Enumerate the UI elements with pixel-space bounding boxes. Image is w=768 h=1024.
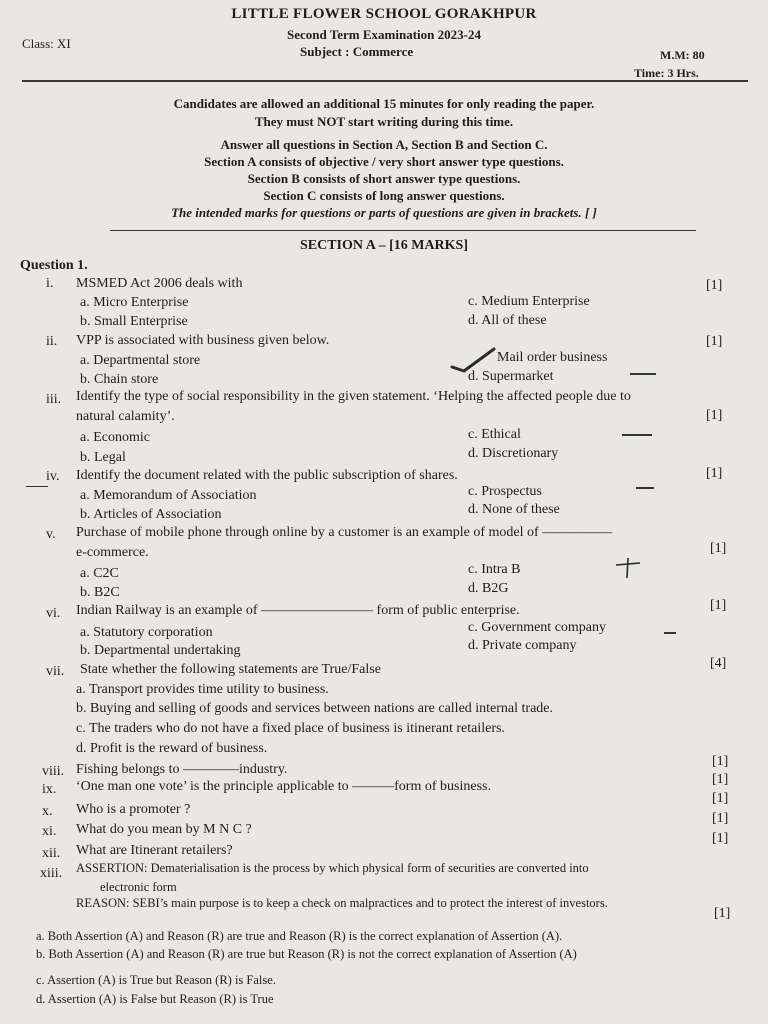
question-text: What do you mean by M N C ? [76,822,252,837]
option-c: c. Medium Enterprise [468,294,590,309]
marks: [1] [706,334,723,349]
ar-option-c: c. Assertion (A) is True but Reason (R) is False. [36,973,276,987]
statement-d: d. Profit is the reward of business. [76,741,268,756]
time-allowed: Time: 3 Hrs. [634,66,699,80]
assertion-text-continued: electronic form [100,880,177,894]
school-name: LITTLE FLOWER SCHOOL GORAKHPUR [231,6,537,22]
section-title: SECTION A – [16 MARKS] [299,238,469,253]
question-text: Indian Railway is an example of ———————— form of public enterprise. [76,603,520,618]
marks: [4] [710,656,727,671]
option-a: a. Micro Enterprise [80,295,189,310]
question-number: vi. [46,606,61,621]
option-d: d. All of these [468,313,547,328]
instruction-line: Answer all questions in Section A, Section B and Section C. [220,137,548,152]
option-c: c. Prospectus [468,484,542,499]
question-text: Identify the document related with the public subscription of shares. [76,468,458,483]
question-text: ‘One man one vote’ is the principle applicable to ———form of business. [76,779,491,794]
marks: [1] [712,811,729,826]
question-text: Fishing belongs to ————industry. [76,762,288,777]
question-number: v. [46,527,56,542]
option-b: b. Small Enterprise [80,314,188,329]
option-b: b. Chain store [80,372,159,387]
question-text-continued: e-commerce. [76,545,149,560]
pen-dash-mark [664,632,676,634]
pen-cross-mark [614,556,642,580]
instruction-line: Section C consists of long answer questions. [263,188,505,203]
option-d: d. None of these [468,502,560,517]
question-text: State whether the following statements are True/False [80,662,381,677]
option-a: a. Economic [80,430,150,445]
question-number: i. [46,276,54,291]
option-b: b. B2C [80,585,120,600]
marks: [1] [714,906,731,921]
question-label: Question 1. [20,258,88,273]
question-number: xi. [42,824,57,839]
pen-dash-mark [622,434,652,436]
option-b: b. Legal [80,450,126,465]
option-a: a. Statutory corporation [80,625,213,640]
marks: [1] [706,466,723,481]
ar-option-a: a. Both Assertion (A) and Reason (R) are true and Reason (R) is the correct explanation of Assertion (A). [36,929,563,943]
statement-c: c. The traders who do not have a fixed place of business is itinerant retailers. [76,721,505,736]
instruction-line: Section B consists of short answer type questions. [247,171,521,186]
question-text: Identify the type of social responsibility in the given statement. ‘Helping the affected people due to [76,389,631,404]
option-a: a. Departmental store [80,353,201,368]
marks: [1] [712,831,729,846]
pen-dash-mark [636,487,654,489]
instruction-line: Candidates are allowed an additional 15 minutes for only reading the paper. [173,96,595,111]
question-number: vii. [46,664,65,679]
header-divider [22,80,748,82]
question-text: What are Itinerant retailers? [76,843,233,858]
pen-tick-mark [450,345,498,373]
option-b: b. Articles of Association [80,507,222,522]
option-d: d. Private company [468,638,577,653]
option-d: d. Supermarket [468,369,554,384]
question-text-continued: natural calamity’. [76,409,175,424]
option-c: c. Intra B [468,562,521,577]
question-number: viii. [42,764,65,779]
question-number: xii. [42,846,61,861]
option-c: Mail order business [497,350,608,365]
statement-b: b. Buying and selling of goods and services between nations are called internal trade. [76,701,554,716]
option-a: a. C2C [80,566,119,581]
statement-a: a. Transport provides time utility to business. [76,682,329,697]
option-b: b. Departmental undertaking [80,643,241,658]
question-text: MSMED Act 2006 deals with [76,276,243,291]
class-label: Class: XI [22,36,71,51]
question-text: VPP is associated with business given below. [76,333,330,348]
question-number: xiii. [40,866,63,881]
question-number: ii. [46,334,58,349]
question-number: iii. [46,392,62,407]
question-number: iv. [46,469,60,484]
instruction-line: They must NOT start writing during this time. [254,114,514,129]
reason-text: REASON: SEBI’s main purpose is to keep a check on malpractices and to protect the interest of investors. [76,896,608,910]
pen-dash-mark [630,373,656,375]
subject-line: Subject : Commerce [300,44,414,59]
question-text: Purchase of mobile phone through online by a customer is an example of model of ————— [76,525,613,540]
option-a: a. Memorandum of Association [80,488,257,503]
marks: [1] [710,541,727,556]
marks: [1] [710,598,727,613]
marks: [1] [712,754,729,769]
max-marks: M.M: 80 [660,48,705,62]
option-d: d. Discretionary [468,446,559,461]
assertion-text: ASSERTION: Dematerialisation is the process by which physical form of securities are converted into [76,861,589,875]
instruction-divider [110,230,696,231]
exam-title: Second Term Examination 2023-24 [287,27,481,42]
marks: [1] [712,791,729,806]
marks: [1] [712,772,729,787]
ar-option-b: b. Both Assertion (A) and Reason (R) are true but Reason (R) is not the correct explanation of Assertion (A) [36,947,577,961]
instruction-line: Section A consists of objective / very short answer type questions. [204,154,564,169]
option-c: c. Government company [468,620,607,635]
option-c: c. Ethical [468,427,521,442]
marks: [1] [706,278,723,293]
instruction-line: The intended marks for questions or parts of questions are given in brackets. [ ] [171,205,597,220]
ar-option-d: d. Assertion (A) is False but Reason (R) is True [36,992,274,1006]
question-number: x. [42,804,53,819]
question-number: ix. [42,782,57,797]
question-text: Who is a promoter ? [76,802,191,817]
option-d: d. B2G [468,581,509,596]
marks: [1] [706,408,723,423]
pen-dash-mark [26,486,48,487]
